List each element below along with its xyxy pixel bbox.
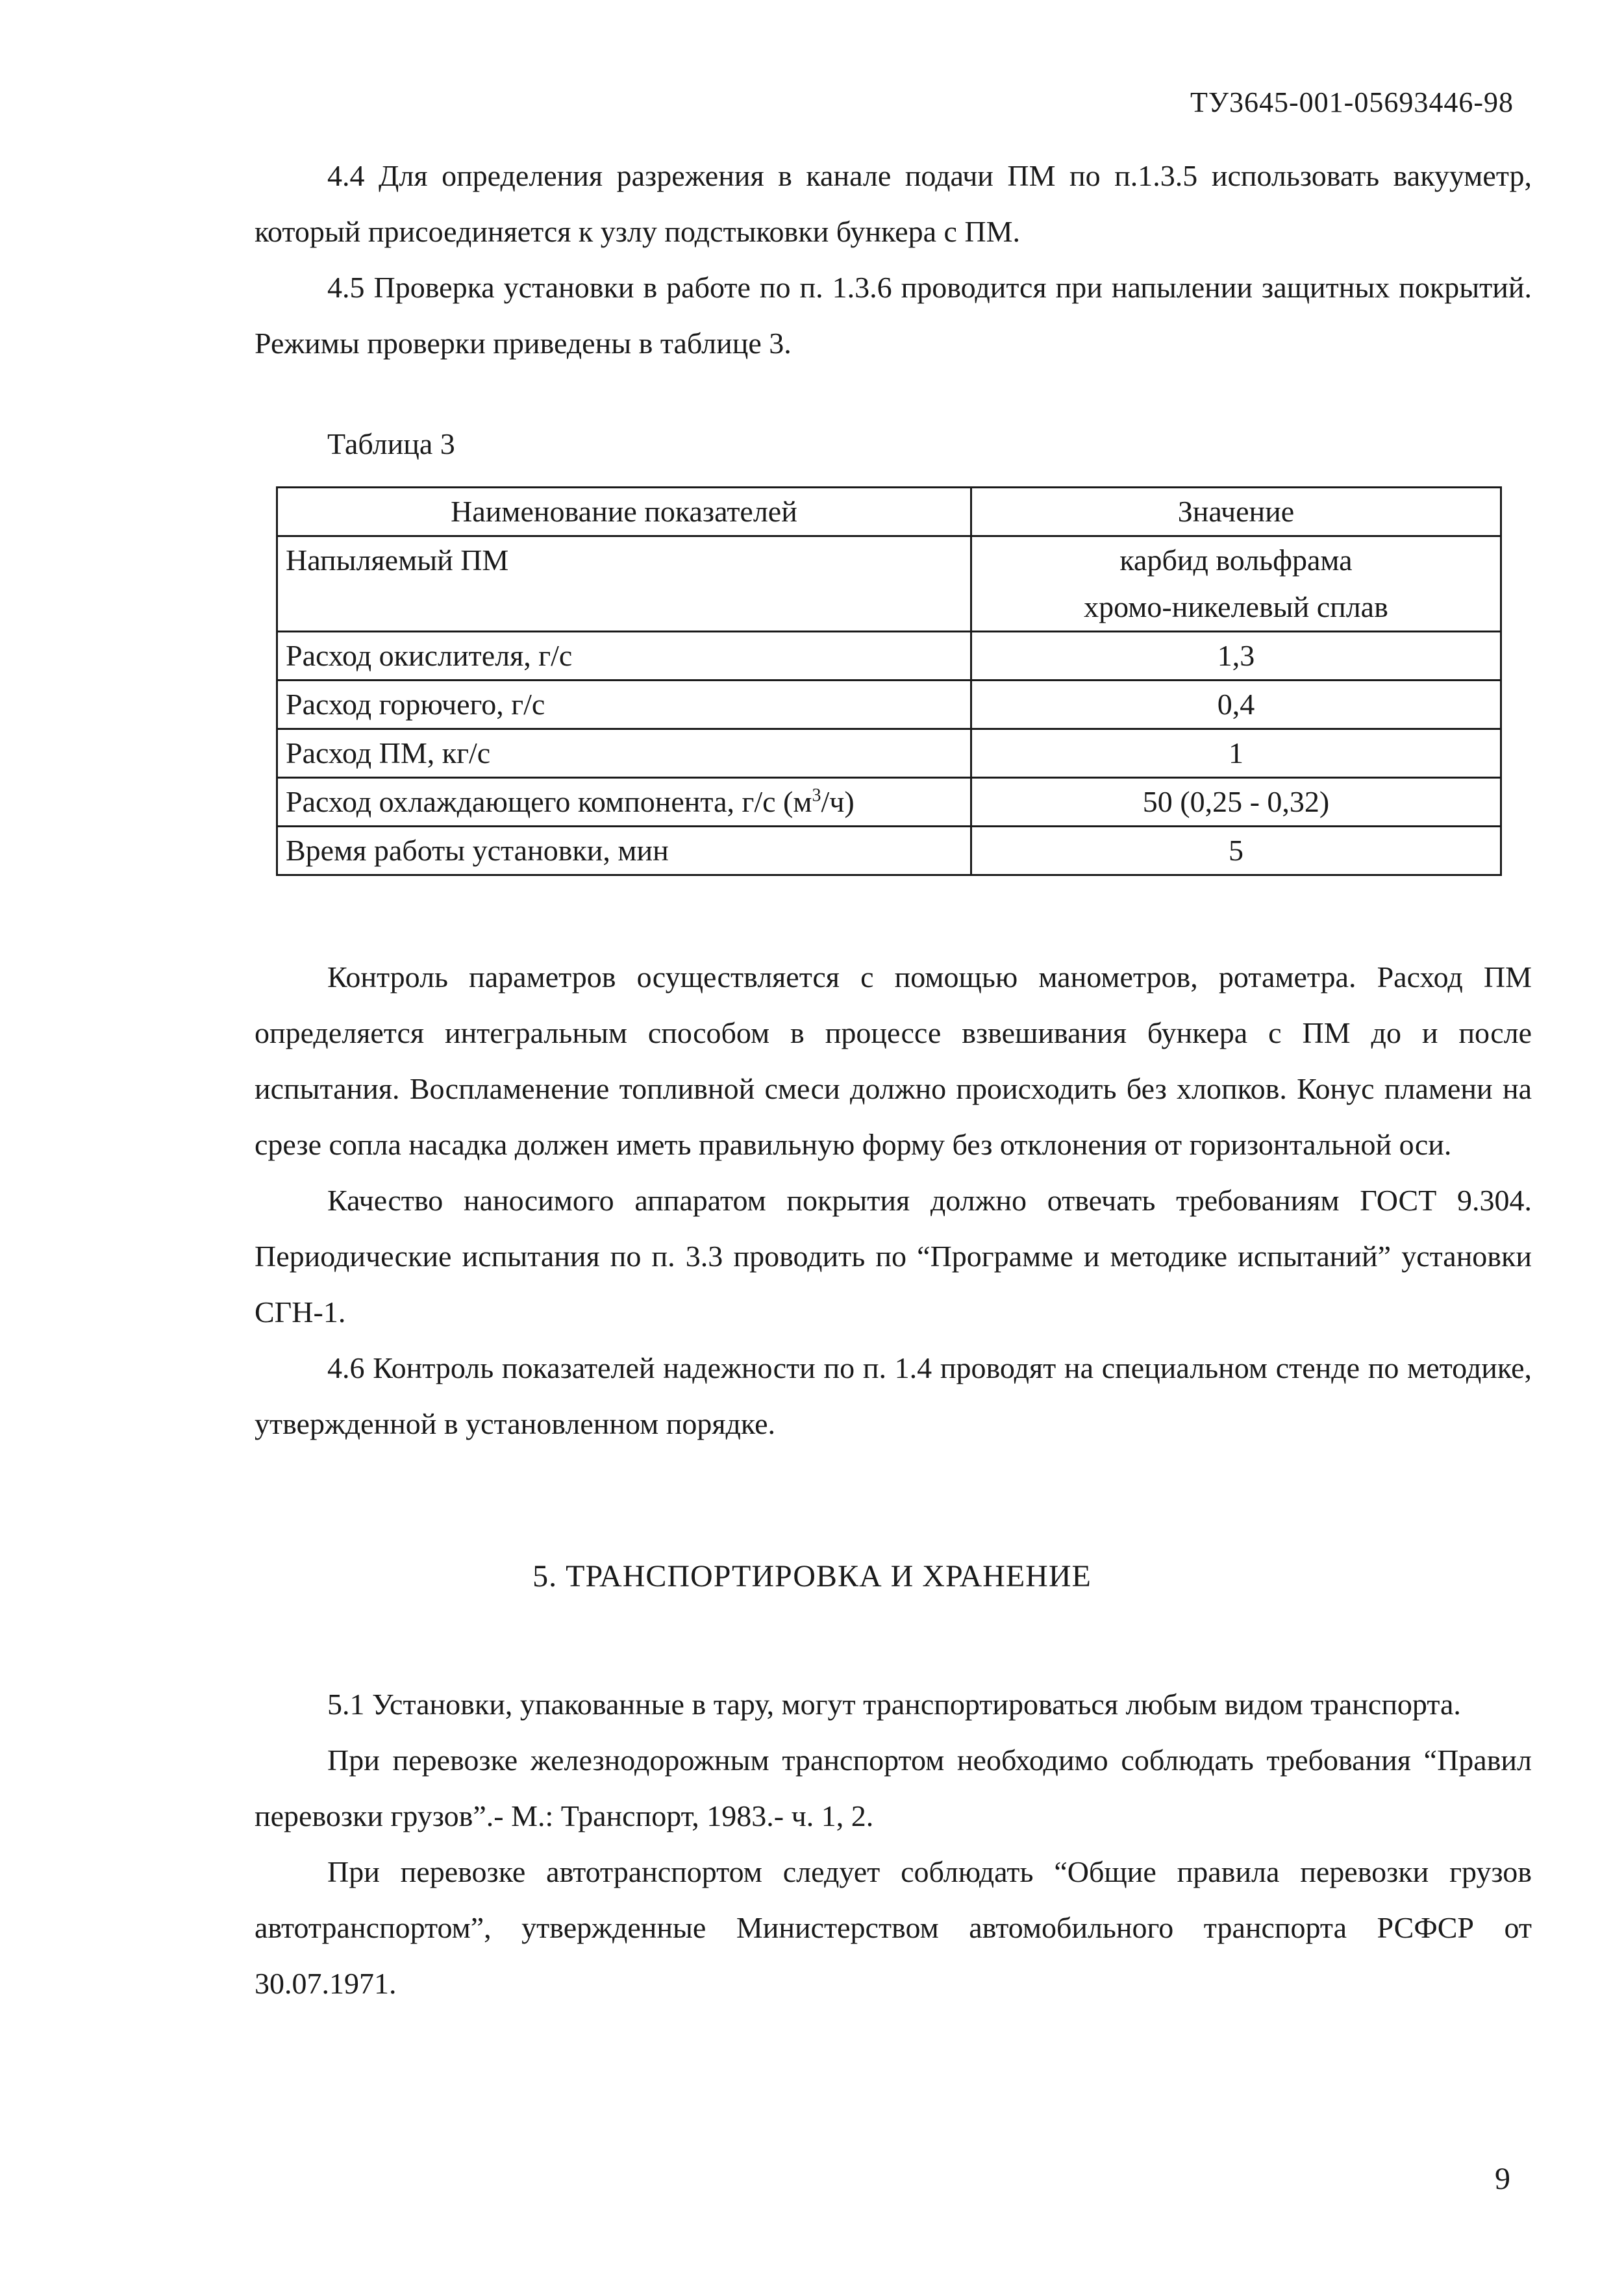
table-cell-name: Напыляемый ПМ [277, 536, 971, 632]
table-header-row [277, 488, 1501, 536]
table-cell-name: Время работы установки, мин [277, 827, 971, 875]
paragraph-rail: При перевозке железнодорожным транспортом необходимо соблюдать требования “Правил перевозки грузов”.- М.: Транспорт, 1983.- ч. 1, 2. [255, 1743, 1532, 1832]
paragraph-4-5: 4.5 Проверка установки в работе по п. 1.3.6 проводится при напылении защитных покрытий. Режимы проверки приведены в таблице 3. [255, 271, 1532, 360]
section5-body [255, 1677, 1532, 2012]
section4-continuation [255, 949, 1532, 1452]
table-header-value: Значение [971, 488, 1501, 536]
table-row [277, 681, 1501, 729]
value-line: карбид вольфрама [1119, 544, 1353, 577]
table-cell-value: 1 [971, 729, 1501, 778]
table-cell-name [277, 778, 971, 827]
table-cell-value: 50 (0,25 - 0,32) [971, 778, 1501, 827]
unit-superscript: 3 [812, 785, 821, 806]
paragraph-control: Контроль параметров осуществляется с помощью манометров, ротаметра. Расход ПМ определяется интегральным способом в процессе взвешивания бункера с ПМ до и после испытания. Воспламенение топливной смеси должно происходить без хлопков. Конус пламени на срезе сопла насадка должен иметь правильную форму без отклонения от горизонтальной оси. [255, 960, 1532, 1161]
table-caption: Таблица 3 [327, 427, 455, 460]
section-5-title: 5. ТРАНСПОРТИРОВКА И ХРАНЕНИЕ [532, 1559, 1092, 1593]
name-prefix: Расход охлаждающего компонента, г/с (м [286, 785, 812, 818]
page-number: 9 [1495, 2162, 1510, 2196]
table-cell-value: 0,4 [971, 681, 1501, 729]
table-cell-name: Расход окислителя, г/с [277, 632, 971, 681]
table-row [277, 729, 1501, 778]
name-suffix: /ч) [821, 785, 855, 818]
paragraph-4-6: 4.6 Контроль показателей надежности по п. 1.4 проводят на специальном стенде по методике, утвержденной в установленном порядке. [255, 1351, 1532, 1440]
table-cell-name: Расход горючего, г/с [277, 681, 971, 729]
paragraph-4-4: 4.4 Для определения разрежения в канале подачи ПМ по п.1.3.5 использовать вакууметр, который присоединяется к узлу подстыковки бункера с ПМ. [255, 159, 1532, 248]
document-code: ТУ3645-001-05693446-98 [1190, 86, 1514, 118]
table-row [277, 632, 1501, 681]
paragraph-auto: При перевозке автотранспортом следует соблюдать “Общие правила перевозки грузов автотранспортом”, утвержденные Министерством автомобильного транспорта РСФСР от 30.07.1971. [255, 1855, 1532, 2000]
paragraph-5-1: 5.1 Установки, упакованные в тару, могут транспортироваться любым видом транспорта. [327, 1688, 1461, 1721]
table-row [277, 778, 1501, 827]
value-line: хромо-никелевый сплав [1084, 590, 1388, 623]
table-cell-value: 5 [971, 827, 1501, 875]
paragraph-quality: Качество наносимого аппаратом покрытия должно отвечать требованиям ГОСТ 9.304. Периодические испытания по п. 3.3 проводить по “Программе и методике испытаний” установки СГН-1. [255, 1184, 1532, 1329]
table-header-name: Наименование показателей [277, 488, 971, 536]
table-cell-value: 1,3 [971, 632, 1501, 681]
section4-intro [255, 148, 1532, 371]
table-cell-value [971, 536, 1501, 632]
table-row [277, 827, 1501, 875]
parameters-table [276, 486, 1502, 876]
table-cell-name: Расход ПМ, кг/с [277, 729, 971, 778]
table-row [277, 536, 1501, 632]
